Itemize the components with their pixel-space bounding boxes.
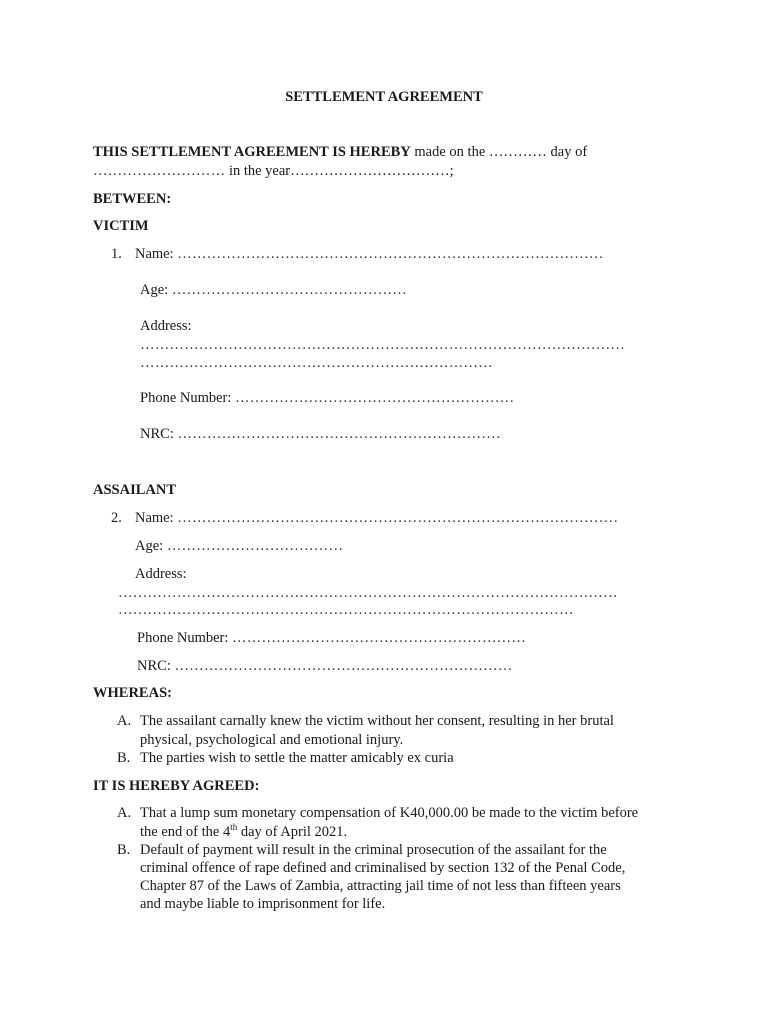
assailant-name-label: Name: [135, 510, 174, 526]
agreed-item-a-date-pre: the end of the 4 [140, 824, 231, 840]
agreed-item-a-ordinal: th [230, 822, 238, 833]
whereas-heading: WHEREAS: [93, 685, 172, 701]
assailant-age-line [135, 537, 343, 555]
assailant-phone-field[interactable]: …………………………………………………… [232, 630, 527, 646]
assailant-address-field-1[interactable]: ………………………………………………………………………………………… [118, 585, 618, 601]
victim-address-field-1[interactable]: ……………………………………………………………………………………… [140, 337, 626, 353]
assailant-nrc-field[interactable]: …………………………………………………………… [174, 658, 513, 674]
agreed-item-a-date-post: day of April 2021. [237, 824, 348, 840]
assailant-heading: ASSAILANT [93, 482, 176, 498]
victim-age-field[interactable]: ………………………………………… [171, 282, 408, 298]
agreed-item-b-line-4: and maybe liable to imprisonment for life. [140, 896, 386, 912]
intro-year-text: in the year……………………………; [225, 163, 454, 179]
between-heading: BETWEEN: [93, 191, 172, 207]
victim-item-number: 1. [111, 246, 122, 262]
victim-nrc-line [140, 425, 501, 443]
victim-name-field[interactable]: …………………………………………………………………………… [177, 246, 604, 262]
intro-bold-lead: THIS SETTLEMENT AGREEMENT IS HEREBY [93, 144, 411, 160]
victim-phone-line [140, 389, 514, 407]
document-title: SETTLEMENT AGREEMENT [285, 89, 483, 105]
whereas-item-b-marker: B. [117, 750, 131, 766]
victim-address-label: Address: [140, 318, 192, 334]
agreed-item-b-line-3: Chapter 87 of the Laws of Zambia, attracting jail time of not less than fifteen years [140, 878, 621, 894]
victim-age-line [140, 281, 407, 299]
whereas-item-a-line-2: physical, psychological and emotional injury. [140, 732, 404, 748]
assailant-phone-line [137, 629, 526, 647]
intro-line-1 [93, 143, 587, 161]
agreed-item-a-marker: A. [117, 805, 132, 821]
whereas-item-a-line-1: The assailant carnally knew the victim without her consent, resulting in her brutal [140, 713, 614, 729]
victim-heading: VICTIM [93, 218, 149, 234]
agreed-item-b-line-2: criminal offence of rape defined and criminalised by section 132 of the Penal Code, [140, 860, 626, 876]
agreed-item-a-line-1: That a lump sum monetary compensation of K40,000.00 be made to the victim before [140, 805, 639, 821]
agreed-heading: IT IS HEREBY AGREED: [93, 778, 260, 794]
assailant-age-field[interactable]: ……………………………… [166, 538, 344, 554]
assailant-address-field-2[interactable]: ………………………………………………………………………………… [118, 602, 574, 618]
agreed-item-a-line-2 [140, 823, 347, 841]
victim-address-field-2[interactable]: ……………………………………………………………… [140, 355, 493, 371]
assailant-phone-label: Phone Number: [137, 630, 229, 646]
assailant-age-label: Age: [135, 538, 164, 554]
whereas-item-b-line-1: The parties wish to settle the matter amicably ex curia [140, 750, 454, 766]
victim-name-label: Name: [135, 246, 174, 262]
agreed-item-b-marker: B. [117, 842, 131, 858]
victim-nrc-label: NRC: [140, 426, 174, 442]
whereas-item-a-marker: A. [117, 713, 132, 729]
intro-line-2 [93, 162, 454, 180]
assailant-name-field[interactable]: ……………………………………………………………………………… [177, 510, 619, 526]
agreed-item-b-line-1: Default of payment will result in the criminal prosecution of the assailant for the [140, 842, 607, 858]
assailant-nrc-line [137, 657, 513, 675]
intro-date-dots: ……………………… [93, 163, 226, 179]
intro-text: made on the ………… day of [410, 144, 588, 160]
victim-nrc-field[interactable]: ………………………………………………………… [177, 426, 501, 442]
assailant-nrc-label: NRC: [137, 658, 171, 674]
assailant-item-number: 2. [111, 510, 122, 526]
victim-age-label: Age: [140, 282, 169, 298]
assailant-name-line [135, 509, 618, 527]
victim-phone-label: Phone Number: [140, 390, 232, 406]
assailant-address-label: Address: [135, 566, 187, 582]
victim-phone-field[interactable]: ………………………………………………… [235, 390, 515, 406]
victim-name-line [135, 245, 604, 263]
